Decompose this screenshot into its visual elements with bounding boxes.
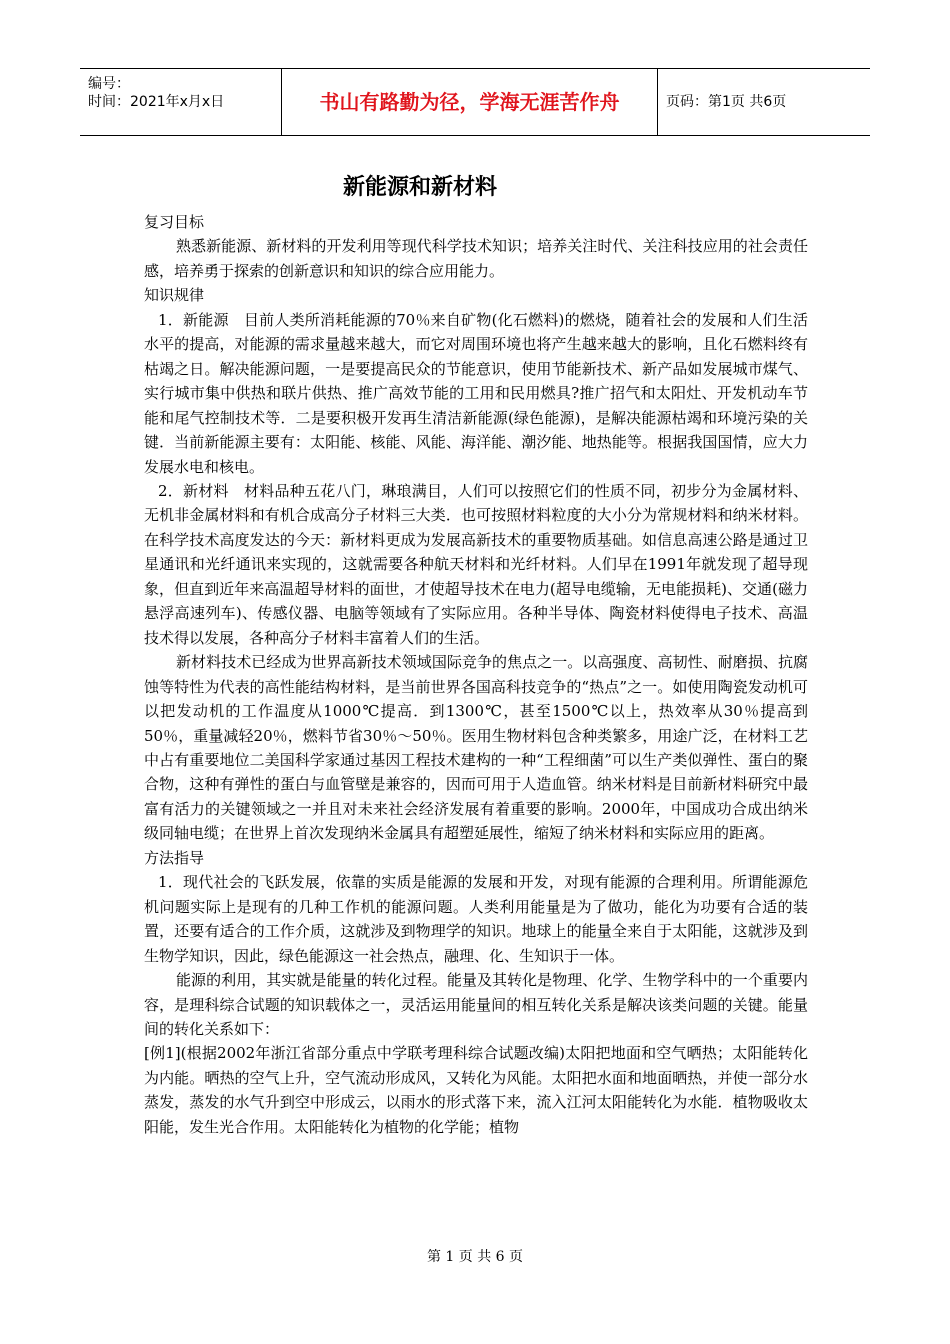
- document-title: 新能源和新材料: [342, 175, 497, 200]
- header-page-info: 页码：第1页 共6页: [666, 94, 787, 110]
- paragraph-rule-2-continued: 新材料技术已经成为世界高新技术领域国际竞争的焦点之一。以高强度、高韧性、耐磨损、抗腐蚀等特性为代表的高性能结构材料，是当前世界各国高科技竞争的“热点”之一。如使用陶瓷发动机可以把发动机的工作温度从1000℃提高．到1300℃，甚至1500℃以上，热效率从30％提高到50％，重量减轻20％，燃料节省30％～50％。医用生物材料包含种类繁多，用途广泛，在材料工艺中占有重要地位二美国科学家通过基因工程技术建构的一种“工程细菌”可以生产类似弹性、蛋白的聚合物，这种有弹性的蛋白与血管壁是兼容的，因而可用于人造血管。纳米材料是目前新材料研究中最富有活力的关键领域之一并且对未来社会经济发展有着重要的影响。2000年，中国成功合成出纳米级同轴电缆；在世界上首次发现纳米金属具有超塑延展性，缩短了纳米材料和实际应用的距离。: [144, 653, 808, 843]
- section-heading-goal: 复习目标: [144, 213, 205, 231]
- document-body: [144, 210, 808, 1139]
- header-code-label: 编号：: [88, 76, 130, 92]
- section-heading-rules: 知识规律: [144, 286, 205, 305]
- paragraph-rule-2: 2．新材料 材料品种五花八门，琳琅满目，人们可以按照它们的性质不同，初步分为金属材料、无机非金属材料和有机合成高分子材料三大类．也可按照材料粒度的大小分为常规材料和纳米材料。在科学技术高度发达的今天：新材料更成为发展高新技术的重要物质基础。如信息高速公路是通过卫星通讯和光纤通讯来实现的，这就需要各种航天材料和光纤材料。人们早在1991年就发现了超导现象，但直到近年来高温超导材料的面世，才使超导技术在电力(超导电缆输，无电能损耗)、交通(磁力悬浮高速列车)、传感仪器、电脑等领域有了实际应用。各种半导体、陶瓷材料使得电子技术、高温技术得以发展，各种高分子材料丰富着人们的生活。: [144, 481, 808, 647]
- header-date-label: 时间：2021年x月x日: [88, 94, 225, 110]
- paragraph-rule-1: 1．新能源 目前人类所消耗能源的70％来自矿物(化石燃料)的燃烧，随着社会的发展和人们生活水平的提高，对能源的需求量越来越大，而它对周围环境也将产生越来越大的影响，且化石燃料终有枯竭之日。解决能源问题，一是要提高民众的节能意识，使用节能新技术、新产品如发展城市煤气、实行城市集中供热和联片供热、推广高效节能的工用和民用燃具?推广招气和太阳灶、开发机动车节能和尾气控制技术等．二是要积极开发再生清洁新能源(绿色能源)，是解决能源枯竭和环境污染的关键．当前新能源主要有：太阳能、核能、风能、海洋能、潮汐能、地热能等。根据我国国情，应大力发展水电和核电。: [144, 310, 808, 476]
- paragraph-method-1-continued: 能源的利用，其实就是能量的转化过程。能量及其转化是物理、化学、生物学科中的一个重要内容，是理科综合试题的知识载体之一，灵活运用能量间的相互转化关系是解决该类问题的关键。能量间的转化关系如下：: [144, 971, 808, 1038]
- section-heading-method: 方法指导: [144, 848, 205, 867]
- header-divider: [657, 69, 658, 135]
- page-header: [80, 68, 870, 136]
- paragraph-method-1: 1．现代社会的飞跃发展，依靠的实质是能源的发展和开发，对现有能源的合理利用。所谓能源危机问题实际上是现有的几种工作机的能源问题。人类利用能量是为了做功，能化为功要有合适的装置，还要有适合的工作介质，这就涉及到物理学的知识。地球上的能量全来自于太阳能，这就涉及到生物学知识，因此，绿色能源这一社会热点，融理、化、生知识于一体。: [144, 873, 808, 965]
- header-meta: [80, 69, 280, 135]
- page-footer: 第 1 页 共 6 页: [426, 1249, 524, 1265]
- paragraph-example-1: [例1](根据2002年浙江省部分重点中学联考理科综合试题改编)太阳把地面和空气晒热；太阳能转化为内能。晒热的空气上升，空气流动形成风，又转化为风能。太阳把水面和地面晒热，并使一部分水蒸发，蒸发的水气升到空中形成云，以雨水的形式落下来，流入江河太阳能转化为水能．植物吸收太阳能，发生光合作用。太阳能转化为植物的化学能；植物: [144, 1044, 808, 1136]
- header-motto: 书山有路勤为径，学海无涯苦作舟: [319, 90, 620, 114]
- paragraph-goal: 熟悉新能源、新材料的开发利用等现代科学技术知识；培养关注时代、关注科技应用的社会责任感，培养勇于探索的创新意识和知识的综合应用能力。: [144, 237, 808, 280]
